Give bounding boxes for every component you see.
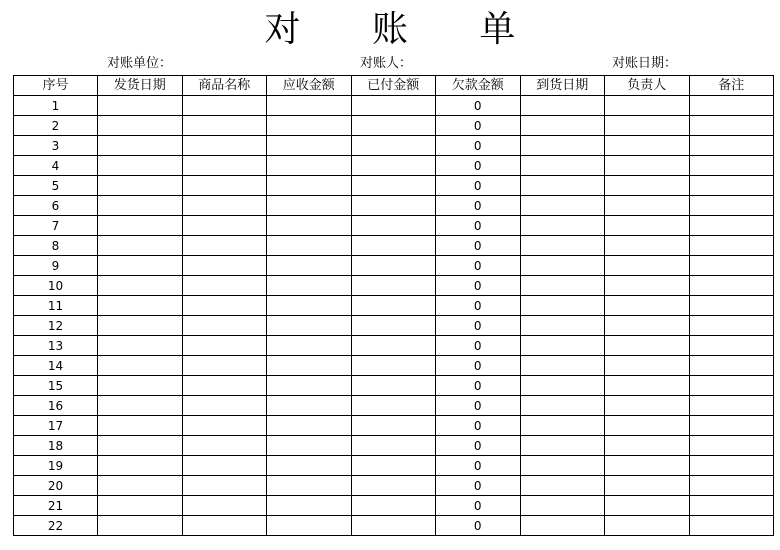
table-row xyxy=(14,336,774,356)
paid-cell[interactable] xyxy=(351,196,436,216)
product-name-cell[interactable] xyxy=(182,336,267,356)
seq-cell[interactable]: 2 xyxy=(14,116,98,136)
table-header-row xyxy=(14,76,774,96)
seq-cell[interactable]: 17 xyxy=(14,416,98,436)
product-name-cell[interactable] xyxy=(182,96,267,116)
product-name-cell[interactable] xyxy=(182,416,267,436)
table-row xyxy=(14,456,774,476)
seq-cell[interactable]: 11 xyxy=(14,296,98,316)
table-row xyxy=(14,516,774,536)
column-header-remarks: 备注 xyxy=(689,76,774,96)
debt-cell[interactable]: 0 xyxy=(436,216,521,236)
debt-cell[interactable]: 0 xyxy=(436,276,521,296)
product-name-cell[interactable] xyxy=(182,236,267,256)
seq-cell[interactable]: 13 xyxy=(14,336,98,356)
receivable-cell[interactable] xyxy=(267,356,352,376)
column-header-product-name: 商品名称 xyxy=(182,76,267,96)
arrival-date-cell[interactable] xyxy=(520,276,605,296)
ship-date-cell[interactable] xyxy=(98,236,183,256)
seq-cell[interactable]: 18 xyxy=(14,436,98,456)
seq-cell[interactable]: 4 xyxy=(14,156,98,176)
remarks-cell[interactable] xyxy=(689,336,774,356)
debt-cell[interactable]: 0 xyxy=(436,336,521,356)
arrival-date-cell[interactable] xyxy=(520,496,605,516)
arrival-date-cell[interactable] xyxy=(520,356,605,376)
remarks-cell[interactable] xyxy=(689,316,774,336)
person-in-charge-cell[interactable] xyxy=(605,136,690,156)
person-in-charge-cell[interactable] xyxy=(605,96,690,116)
product-name-cell[interactable] xyxy=(182,136,267,156)
seq-cell[interactable]: 21 xyxy=(14,496,98,516)
remarks-cell[interactable] xyxy=(689,396,774,416)
arrival-date-cell[interactable] xyxy=(520,516,605,536)
ledger-body xyxy=(14,96,774,536)
paid-cell[interactable] xyxy=(351,136,436,156)
column-header-arrival-date: 到货日期 xyxy=(520,76,605,96)
table-row xyxy=(14,436,774,456)
ship-date-cell[interactable] xyxy=(98,476,183,496)
ship-date-cell[interactable] xyxy=(98,436,183,456)
product-name-cell[interactable] xyxy=(182,256,267,276)
person-in-charge-cell[interactable] xyxy=(605,496,690,516)
receivable-cell[interactable] xyxy=(267,396,352,416)
person-in-charge-cell[interactable] xyxy=(605,116,690,136)
remarks-cell[interactable] xyxy=(689,416,774,436)
product-name-cell[interactable] xyxy=(182,476,267,496)
receivable-cell[interactable] xyxy=(267,416,352,436)
table-row xyxy=(14,256,774,276)
person-in-charge-cell[interactable] xyxy=(605,516,690,536)
remarks-cell[interactable] xyxy=(689,176,774,196)
receivable-cell[interactable] xyxy=(267,456,352,476)
person-in-charge-cell[interactable] xyxy=(605,416,690,436)
receivable-cell[interactable] xyxy=(267,436,352,456)
column-header-debt: 欠款金额 xyxy=(436,76,521,96)
debt-cell[interactable]: 0 xyxy=(436,256,521,276)
person-in-charge-cell[interactable] xyxy=(605,196,690,216)
product-name-cell[interactable] xyxy=(182,296,267,316)
product-name-cell[interactable] xyxy=(182,156,267,176)
column-header-receivable: 应收金额 xyxy=(267,76,352,96)
person-in-charge-cell[interactable] xyxy=(605,156,690,176)
table-row xyxy=(14,496,774,516)
column-header-person-in-charge: 负责人 xyxy=(605,76,690,96)
arrival-date-cell[interactable] xyxy=(520,436,605,456)
receivable-cell[interactable] xyxy=(267,196,352,216)
debt-cell[interactable]: 0 xyxy=(436,176,521,196)
ship-date-cell[interactable] xyxy=(98,356,183,376)
product-name-cell[interactable] xyxy=(182,396,267,416)
receivable-cell[interactable] xyxy=(267,296,352,316)
receivable-cell[interactable] xyxy=(267,96,352,116)
seq-cell[interactable]: 10 xyxy=(14,276,98,296)
arrival-date-cell[interactable] xyxy=(520,396,605,416)
person-in-charge-cell[interactable] xyxy=(605,176,690,196)
table-row xyxy=(14,276,774,296)
ship-date-cell[interactable] xyxy=(98,176,183,196)
remarks-cell[interactable] xyxy=(689,476,774,496)
debt-cell[interactable]: 0 xyxy=(436,356,521,376)
receivable-cell[interactable] xyxy=(267,276,352,296)
debt-cell[interactable]: 0 xyxy=(436,416,521,436)
paid-cell[interactable] xyxy=(351,476,436,496)
paid-cell[interactable] xyxy=(351,376,436,396)
ship-date-cell[interactable] xyxy=(98,376,183,396)
ship-date-cell[interactable] xyxy=(98,276,183,296)
product-name-cell[interactable] xyxy=(182,196,267,216)
ship-date-cell[interactable] xyxy=(98,316,183,336)
person-in-charge-cell[interactable] xyxy=(605,456,690,476)
product-name-cell[interactable] xyxy=(182,316,267,336)
person-in-charge-cell[interactable] xyxy=(605,276,690,296)
debt-cell[interactable]: 0 xyxy=(436,516,521,536)
debt-cell[interactable]: 0 xyxy=(436,396,521,416)
seq-cell[interactable]: 16 xyxy=(14,396,98,416)
arrival-date-cell[interactable] xyxy=(520,256,605,276)
arrival-date-cell[interactable] xyxy=(520,96,605,116)
seq-cell[interactable]: 14 xyxy=(14,356,98,376)
arrival-date-cell[interactable] xyxy=(520,476,605,496)
table-row xyxy=(14,376,774,396)
column-header-paid: 已付金额 xyxy=(351,76,436,96)
debt-cell[interactable]: 0 xyxy=(436,116,521,136)
remarks-cell[interactable] xyxy=(689,296,774,316)
receivable-cell[interactable] xyxy=(267,256,352,276)
seq-cell[interactable]: 22 xyxy=(14,516,98,536)
receivable-cell[interactable] xyxy=(267,476,352,496)
ship-date-cell[interactable] xyxy=(98,456,183,476)
debt-cell[interactable]: 0 xyxy=(436,456,521,476)
receivable-cell[interactable] xyxy=(267,156,352,176)
seq-cell[interactable]: 19 xyxy=(14,456,98,476)
ship-date-cell[interactable] xyxy=(98,196,183,216)
debt-cell[interactable]: 0 xyxy=(436,96,521,116)
debt-cell[interactable]: 0 xyxy=(436,296,521,316)
seq-cell[interactable]: 1 xyxy=(14,96,98,116)
person-in-charge-cell[interactable] xyxy=(605,396,690,416)
ship-date-cell[interactable] xyxy=(98,396,183,416)
table-row xyxy=(14,476,774,496)
seq-cell[interactable]: 9 xyxy=(14,256,98,276)
person-in-charge-cell[interactable] xyxy=(605,256,690,276)
arrival-date-cell[interactable] xyxy=(520,376,605,396)
paid-cell[interactable] xyxy=(351,156,436,176)
paid-cell[interactable] xyxy=(351,416,436,436)
ship-date-cell[interactable] xyxy=(98,136,183,156)
remarks-cell[interactable] xyxy=(689,436,774,456)
paid-cell[interactable] xyxy=(351,256,436,276)
remarks-cell[interactable] xyxy=(689,116,774,136)
receivable-cell[interactable] xyxy=(267,236,352,256)
remarks-cell[interactable] xyxy=(689,196,774,216)
seq-cell[interactable]: 12 xyxy=(14,316,98,336)
ship-date-cell[interactable] xyxy=(98,516,183,536)
paid-cell[interactable] xyxy=(351,356,436,376)
paid-cell[interactable] xyxy=(351,96,436,116)
product-name-cell[interactable] xyxy=(182,516,267,536)
paid-cell[interactable] xyxy=(351,396,436,416)
column-header-ship-date: 发货日期 xyxy=(98,76,183,96)
person-in-charge-cell[interactable] xyxy=(605,436,690,456)
seq-cell[interactable]: 6 xyxy=(14,196,98,216)
person-in-charge-cell[interactable] xyxy=(605,476,690,496)
paid-cell[interactable] xyxy=(351,316,436,336)
product-name-cell[interactable] xyxy=(182,436,267,456)
product-name-cell[interactable] xyxy=(182,456,267,476)
receivable-cell[interactable] xyxy=(267,136,352,156)
table-row xyxy=(14,396,774,416)
ship-date-cell[interactable] xyxy=(98,416,183,436)
ship-date-cell[interactable] xyxy=(98,496,183,516)
seq-cell[interactable]: 8 xyxy=(14,236,98,256)
arrival-date-cell[interactable] xyxy=(520,336,605,356)
person-in-charge-cell[interactable] xyxy=(605,236,690,256)
remarks-cell[interactable] xyxy=(689,136,774,156)
table-row xyxy=(14,156,774,176)
person-in-charge-cell[interactable] xyxy=(605,376,690,396)
receivable-cell[interactable] xyxy=(267,316,352,336)
seq-cell[interactable]: 7 xyxy=(14,216,98,236)
ship-date-cell[interactable] xyxy=(98,336,183,356)
table-row xyxy=(14,356,774,376)
table-row xyxy=(14,136,774,156)
seq-cell[interactable]: 20 xyxy=(14,476,98,496)
paid-cell[interactable] xyxy=(351,276,436,296)
person-in-charge-cell[interactable] xyxy=(605,316,690,336)
remarks-cell[interactable] xyxy=(689,376,774,396)
product-name-cell[interactable] xyxy=(182,376,267,396)
arrival-date-cell[interactable] xyxy=(520,196,605,216)
receivable-cell[interactable] xyxy=(267,376,352,396)
paid-cell[interactable] xyxy=(351,336,436,356)
paid-cell[interactable] xyxy=(351,236,436,256)
ship-date-cell[interactable] xyxy=(98,216,183,236)
debt-cell[interactable]: 0 xyxy=(436,476,521,496)
arrival-date-cell[interactable] xyxy=(520,216,605,236)
paid-cell[interactable] xyxy=(351,116,436,136)
table-row xyxy=(14,216,774,236)
product-name-cell[interactable] xyxy=(182,276,267,296)
remarks-cell[interactable] xyxy=(689,496,774,516)
table-row xyxy=(14,296,774,316)
reconciliation-date-label: 对账日期： xyxy=(612,56,678,71)
paid-cell[interactable] xyxy=(351,216,436,236)
person-in-charge-cell[interactable] xyxy=(605,216,690,236)
seq-cell[interactable]: 15 xyxy=(14,376,98,396)
paid-cell[interactable] xyxy=(351,436,436,456)
table-row xyxy=(14,96,774,116)
table-row xyxy=(14,116,774,136)
remarks-cell[interactable] xyxy=(689,216,774,236)
page-title: 对 账 单 xyxy=(264,9,546,50)
reconciliation-unit-label: 对账单位： xyxy=(107,56,173,71)
debt-cell[interactable]: 0 xyxy=(436,376,521,396)
table-row xyxy=(14,236,774,256)
debt-cell[interactable]: 0 xyxy=(436,316,521,336)
arrival-date-cell[interactable] xyxy=(520,296,605,316)
paid-cell[interactable] xyxy=(351,176,436,196)
product-name-cell[interactable] xyxy=(182,356,267,376)
debt-cell[interactable]: 0 xyxy=(436,236,521,256)
ship-date-cell[interactable] xyxy=(98,256,183,276)
receivable-cell[interactable] xyxy=(267,496,352,516)
arrival-date-cell[interactable] xyxy=(520,456,605,476)
product-name-cell[interactable] xyxy=(182,176,267,196)
remarks-cell[interactable] xyxy=(689,156,774,176)
debt-cell[interactable]: 0 xyxy=(436,156,521,176)
paid-cell[interactable] xyxy=(351,496,436,516)
arrival-date-cell[interactable] xyxy=(520,416,605,436)
paid-cell[interactable] xyxy=(351,296,436,316)
column-header-seq: 序号 xyxy=(14,76,98,96)
arrival-date-cell[interactable] xyxy=(520,316,605,336)
table-row xyxy=(14,196,774,216)
remarks-cell[interactable] xyxy=(689,276,774,296)
debt-cell[interactable]: 0 xyxy=(436,496,521,516)
table-row xyxy=(14,316,774,336)
seq-cell[interactable]: 5 xyxy=(14,176,98,196)
reconciliation-person-label: 对账人： xyxy=(360,56,413,71)
remarks-cell[interactable] xyxy=(689,516,774,536)
debt-cell[interactable]: 0 xyxy=(436,196,521,216)
remarks-cell[interactable] xyxy=(689,456,774,476)
arrival-date-cell[interactable] xyxy=(520,136,605,156)
ship-date-cell[interactable] xyxy=(98,96,183,116)
arrival-date-cell[interactable] xyxy=(520,156,605,176)
product-name-cell[interactable] xyxy=(182,116,267,136)
paid-cell[interactable] xyxy=(351,456,436,476)
ledger-table xyxy=(13,75,774,536)
remarks-cell[interactable] xyxy=(689,96,774,116)
ship-date-cell[interactable] xyxy=(98,296,183,316)
seq-cell[interactable]: 3 xyxy=(14,136,98,156)
remarks-cell[interactable] xyxy=(689,236,774,256)
table-row xyxy=(14,416,774,436)
paid-cell[interactable] xyxy=(351,516,436,536)
product-name-cell[interactable] xyxy=(182,496,267,516)
table-row xyxy=(14,176,774,196)
arrival-date-cell[interactable] xyxy=(520,176,605,196)
remarks-cell[interactable] xyxy=(689,256,774,276)
debt-cell[interactable]: 0 xyxy=(436,436,521,456)
ship-date-cell[interactable] xyxy=(98,116,183,136)
person-in-charge-cell[interactable] xyxy=(605,296,690,316)
receivable-cell[interactable] xyxy=(267,336,352,356)
product-name-cell[interactable] xyxy=(182,216,267,236)
person-in-charge-cell[interactable] xyxy=(605,356,690,376)
arrival-date-cell[interactable] xyxy=(520,236,605,256)
receivable-cell[interactable] xyxy=(267,516,352,536)
ship-date-cell[interactable] xyxy=(98,156,183,176)
debt-cell[interactable]: 0 xyxy=(436,136,521,156)
person-in-charge-cell[interactable] xyxy=(605,336,690,356)
remarks-cell[interactable] xyxy=(689,356,774,376)
receivable-cell[interactable] xyxy=(267,116,352,136)
arrival-date-cell[interactable] xyxy=(520,116,605,136)
receivable-cell[interactable] xyxy=(267,176,352,196)
receivable-cell[interactable] xyxy=(267,216,352,236)
